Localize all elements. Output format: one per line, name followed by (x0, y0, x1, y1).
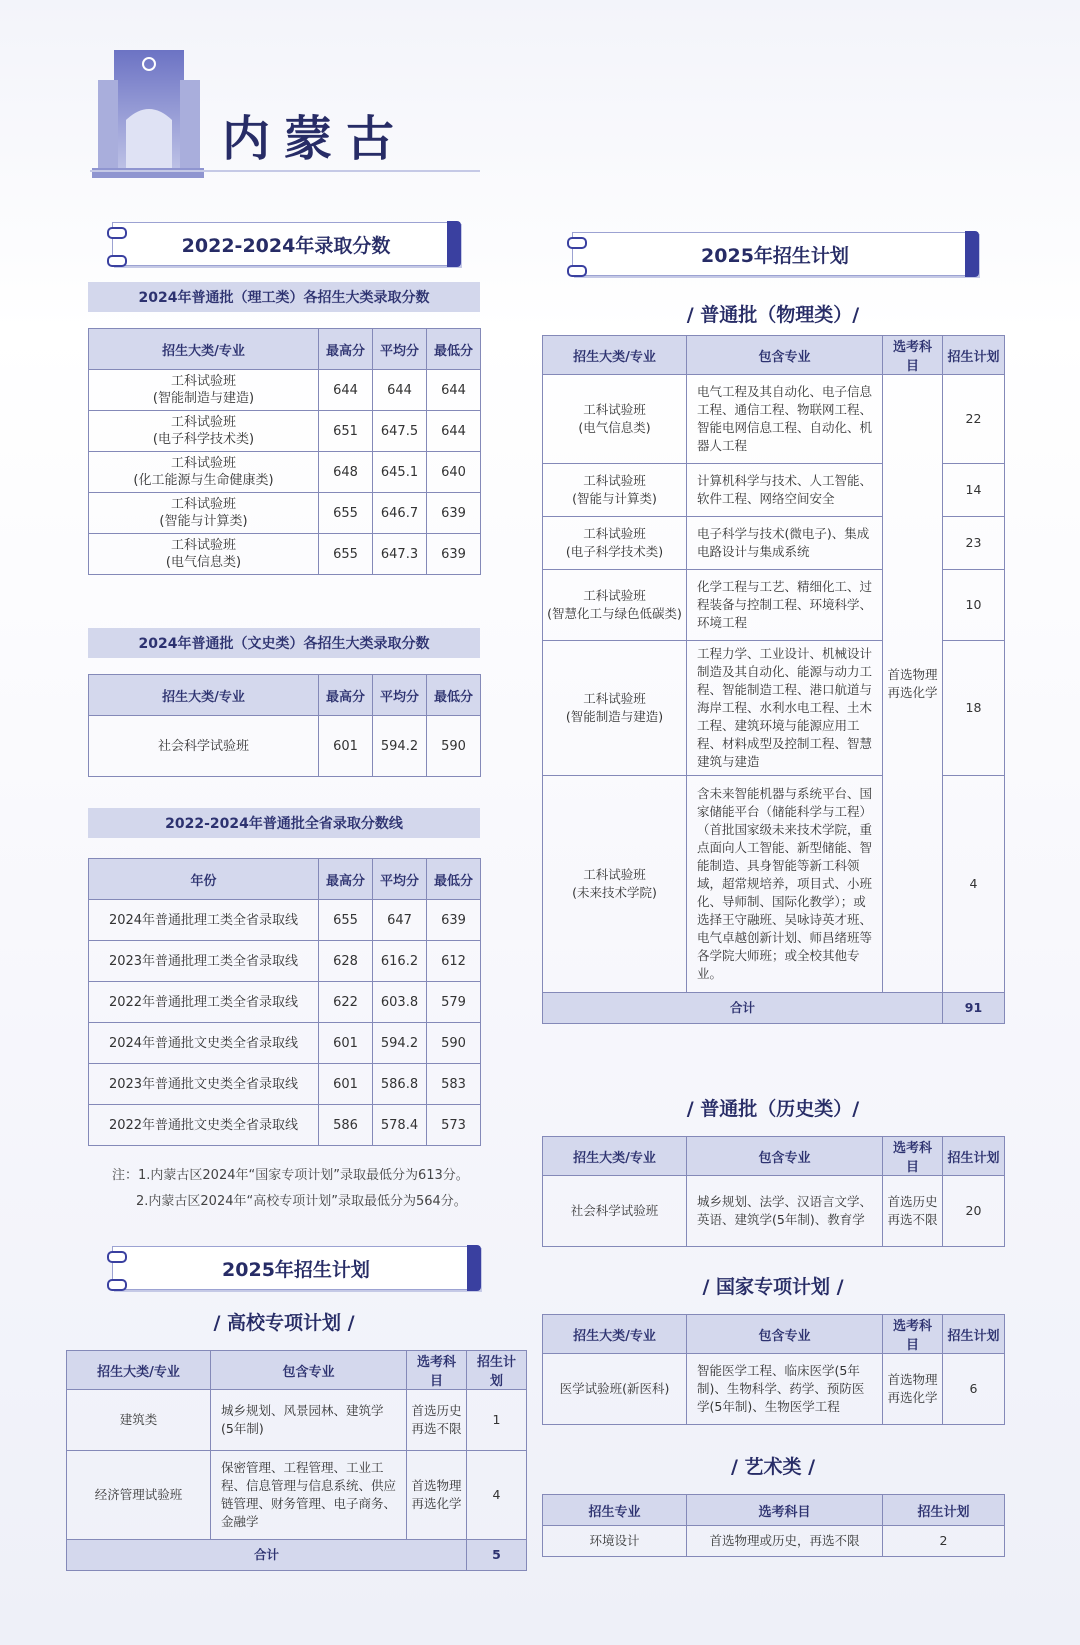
table-row (89, 1023, 481, 1064)
majors: 电子科学与技术(微电子)、集成电路设计与集成系统 (687, 517, 883, 570)
title-underline (90, 170, 480, 172)
banner-plan-right-label: 2025年招生计划 (701, 244, 849, 267)
table1 (88, 328, 481, 575)
binder-rings-icon (567, 237, 587, 277)
avg-score: 647.5 (373, 411, 427, 452)
plan-count: 20 (943, 1176, 1005, 1247)
min-score: 644 (427, 411, 481, 452)
plan-count: 18 (943, 641, 1005, 776)
major-name: 经济管理试验班 (67, 1451, 211, 1540)
major-sub: (未来技术学院) (572, 885, 657, 900)
col-header: 最高分 (319, 675, 373, 716)
major-name: 工科试验班 (583, 402, 646, 417)
avg-score: 647.3 (373, 534, 427, 575)
table-row (543, 375, 1005, 464)
year-line: 2023年普通批理工类全省录取线 (89, 941, 319, 982)
table1-title: 2024年普通批（理工类）各招生大类录取分数 (88, 282, 480, 312)
majors: 含未来智能机器与系统平台、国家储能平台（储能科学与工程）（首批国家级未来技术学院，重点面向人工智能、新型储能、智能制造、具身智能等新工科领域，超常规培养，项目式、小班化、导师制、国际化教学）；或选择王守融班、吴咏诗英才班、电气卓越创新计划、师昌绪班等各学院大师班；或全校其他专业。 (687, 776, 883, 993)
major-name: 工科试验班 (170, 374, 236, 389)
max-score: 648 (319, 452, 373, 493)
table3 (88, 858, 481, 1146)
majors: 保密管理、工程管理、工业工程、信息管理与信息系统、供应链管理、财务管理、电子商务、金融学 (211, 1451, 407, 1540)
min-score: 640 (427, 452, 481, 493)
col-header: 招生大类/专业 (89, 329, 319, 370)
major-name: 工科试验班 (170, 456, 236, 471)
col-header: 招生计划 (467, 1351, 527, 1390)
major-name: 社会科学试验班 (89, 716, 319, 777)
plan-count: 22 (943, 375, 1005, 464)
major-sub: (电气信息类) (578, 420, 651, 435)
table3-title: 2022-2024年普通批全省录取分数线 (88, 808, 480, 838)
physics-title: / 普通批（物理类）/ (686, 304, 860, 326)
plan-count: 10 (943, 570, 1005, 641)
major-name: 工科试验班 (583, 473, 646, 488)
history-title: / 普通批（历史类）/ (686, 1098, 860, 1120)
major-sub: (电子科学技术类) (565, 544, 664, 559)
table-row (67, 1390, 527, 1451)
col-header: 招生专业 (543, 1495, 687, 1526)
major-sub: (电子科学技术类) (152, 432, 255, 447)
table-row (543, 1354, 1005, 1425)
subject: 首选物理再选化学 (883, 375, 943, 993)
binder-rings-icon (107, 1251, 127, 1291)
year-line: 2024年普通批理工类全省录取线 (89, 900, 319, 941)
table-row (543, 1526, 1005, 1557)
year-line: 2023年普通批文史类全省录取线 (89, 1064, 319, 1105)
major-name: 工科试验班 (170, 538, 236, 553)
majors: 电气工程及其自动化、电子信息工程、通信工程、物联网工程、智能电网信息工程、自动化、机器人工程 (687, 375, 883, 464)
art-title: / 艺术类 / (730, 1456, 816, 1478)
avg-score: 586.8 (373, 1064, 427, 1105)
min-score: 644 (427, 370, 481, 411)
table-row (89, 982, 481, 1023)
col-header: 招生大类/专业 (543, 336, 687, 375)
table-row (89, 941, 481, 982)
page-title: 内蒙古 (222, 111, 409, 167)
col-header: 选考科目 (407, 1351, 467, 1390)
max-score: 655 (319, 534, 373, 575)
note-1: 注：1.内蒙古区2024年“国家专项计划”录取最低分为613分。 (112, 1168, 469, 1183)
major-sub: (电气信息类) (165, 555, 242, 570)
min-score: 579 (427, 982, 481, 1023)
col-header: 选考科目 (687, 1495, 883, 1526)
total-count: 91 (943, 993, 1005, 1024)
subject: 首选物理或历史，再选不限 (687, 1526, 883, 1557)
max-score: 601 (319, 1064, 373, 1105)
plan-count: 1 (467, 1390, 527, 1451)
col-header: 招生大类/专业 (543, 1315, 687, 1354)
col-header: 平均分 (373, 329, 427, 370)
avg-score: 578.4 (373, 1105, 427, 1146)
majors: 工程力学、工业设计、机械设计制造及其自动化、能源与动力工程、智能制造工程、港口航道与海岸工程、水利水电工程、土木工程、建筑环境与能源应用工程、材料成型及控制工程、智慧建筑与建造 (687, 641, 883, 776)
col-header: 包含专业 (687, 1137, 883, 1176)
max-score: 622 (319, 982, 373, 1023)
physics-table (542, 335, 1005, 1024)
plan-count: 4 (467, 1451, 527, 1540)
year-line: 2022年普通批文史类全省录取线 (89, 1105, 319, 1146)
plan-count: 2 (883, 1526, 1005, 1557)
max-score: 601 (319, 1023, 373, 1064)
min-score: 639 (427, 900, 481, 941)
min-score: 612 (427, 941, 481, 982)
history-table (542, 1136, 1005, 1247)
majors: 城乡规划、法学、汉语言文学、英语、建筑学(5年制)、教育学 (687, 1176, 883, 1247)
year-line: 2024年普通批文史类全省录取线 (89, 1023, 319, 1064)
banner-scores (112, 222, 460, 266)
col-header: 招生计划 (883, 1495, 1005, 1526)
major-name: 医学试验班(新医科) (543, 1354, 687, 1425)
table-row (67, 1451, 527, 1540)
major-name: 工科试验班 (583, 526, 646, 541)
max-score: 601 (319, 716, 373, 777)
col-header: 最高分 (319, 859, 373, 900)
col-header: 选考科目 (883, 336, 943, 375)
major-name: 建筑类 (67, 1390, 211, 1451)
max-score: 586 (319, 1105, 373, 1146)
col-header: 选考科目 (883, 1137, 943, 1176)
year-line: 2022年普通批理工类全省录取线 (89, 982, 319, 1023)
table-row (89, 534, 481, 575)
major-sub: (智能与计算类) (159, 514, 248, 529)
col-header: 包含专业 (687, 1315, 883, 1354)
avg-score: 594.2 (373, 716, 427, 777)
major-name: 工科试验班 (583, 588, 646, 603)
major-name: 社会科学试验班 (543, 1176, 687, 1247)
avg-score: 645.1 (373, 452, 427, 493)
table-row (89, 452, 481, 493)
table-row (543, 1176, 1005, 1247)
table-row (89, 1064, 481, 1105)
min-score: 590 (427, 1023, 481, 1064)
subject: 首选物理再选化学 (407, 1451, 467, 1540)
major-sub: (智能与计算类) (572, 491, 657, 506)
total-count: 5 (467, 1540, 527, 1571)
avg-score: 603.8 (373, 982, 427, 1023)
total-row (543, 993, 1005, 1024)
col-header: 平均分 (373, 675, 427, 716)
banner-plan-left (112, 1246, 480, 1290)
banner-plan-left-label: 2025年招生计划 (222, 1258, 370, 1281)
min-score: 583 (427, 1064, 481, 1105)
col-header: 最低分 (427, 675, 481, 716)
avg-score: 644 (373, 370, 427, 411)
table-row (89, 900, 481, 941)
col-header: 招生大类/专业 (543, 1137, 687, 1176)
table2-title: 2024年普通批（文史类）各招生大类录取分数 (88, 628, 480, 658)
note-2: 2.内蒙古区2024年“高校专项计划”录取最低分为564分。 (136, 1194, 467, 1209)
subject: 首选历史再选不限 (883, 1176, 943, 1247)
major-name: 工科试验班 (170, 497, 236, 512)
max-score: 655 (319, 493, 373, 534)
banner-plan-right (572, 232, 978, 276)
table2 (88, 674, 481, 777)
gaoxiao-title: / 高校专项计划 / (213, 1312, 355, 1334)
avg-score: 616.2 (373, 941, 427, 982)
avg-score: 646.7 (373, 493, 427, 534)
total-row (67, 1540, 527, 1571)
subject: 首选历史再选不限 (407, 1390, 467, 1451)
major-sub: (智能制造与建造) (565, 709, 664, 724)
col-header: 年份 (89, 859, 319, 900)
max-score: 644 (319, 370, 373, 411)
col-header: 包含专业 (211, 1351, 407, 1390)
subject: 首选物理再选化学 (883, 1354, 943, 1425)
col-header: 招生计划 (943, 336, 1005, 375)
col-header: 招生计划 (943, 1137, 1005, 1176)
major-name: 环境设计 (543, 1526, 687, 1557)
national-table (542, 1314, 1005, 1425)
col-header: 最低分 (427, 329, 481, 370)
col-header: 最高分 (319, 329, 373, 370)
col-header: 选考科目 (883, 1315, 943, 1354)
major-sub: (智慧化工与绿色低碳类) (547, 606, 682, 621)
table-row (89, 716, 481, 777)
max-score: 628 (319, 941, 373, 982)
majors: 城乡规划、风景园林、建筑学(5年制) (211, 1390, 407, 1451)
majors: 计算机科学与技术、人工智能、软件工程、网络空间安全 (687, 464, 883, 517)
avg-score: 594.2 (373, 1023, 427, 1064)
table-row (89, 411, 481, 452)
plan-count: 14 (943, 464, 1005, 517)
gaoxiao-table (66, 1350, 527, 1571)
max-score: 651 (319, 411, 373, 452)
min-score: 639 (427, 493, 481, 534)
majors: 智能医学工程、临床医学(5年制)、生物科学、药学、预防医学(5年制)、生物医学工程 (687, 1354, 883, 1425)
building-logo (92, 50, 204, 178)
min-score: 639 (427, 534, 481, 575)
total-label: 合计 (543, 993, 943, 1024)
total-label: 合计 (67, 1540, 467, 1571)
art-table (542, 1494, 1005, 1557)
max-score: 655 (319, 900, 373, 941)
table-row (89, 370, 481, 411)
min-score: 590 (427, 716, 481, 777)
national-title: / 国家专项计划 / (702, 1276, 844, 1298)
major-name: 工科试验班 (583, 691, 646, 706)
col-header: 招生大类/专业 (89, 675, 319, 716)
major-name: 工科试验班 (170, 415, 236, 430)
avg-score: 647 (373, 900, 427, 941)
plan-count: 23 (943, 517, 1005, 570)
min-score: 573 (427, 1105, 481, 1146)
major-sub: (智能制造与建造) (152, 391, 255, 406)
table-row (89, 493, 481, 534)
col-header: 平均分 (373, 859, 427, 900)
major-name: 工科试验班 (583, 867, 646, 882)
binder-rings-icon (107, 227, 127, 267)
col-header: 招生大类/专业 (67, 1351, 211, 1390)
col-header: 包含专业 (687, 336, 883, 375)
major-sub: (化工能源与生命健康类) (133, 473, 274, 488)
majors: 化学工程与工艺、精细化工、过程装备与控制工程、环境科学、环境工程 (687, 570, 883, 641)
col-header: 招生计划 (943, 1315, 1005, 1354)
col-header: 最低分 (427, 859, 481, 900)
plan-count: 4 (943, 776, 1005, 993)
plan-count: 6 (943, 1354, 1005, 1425)
table-row (89, 1105, 481, 1146)
banner-scores-label: 2022-2024年录取分数 (181, 234, 391, 257)
